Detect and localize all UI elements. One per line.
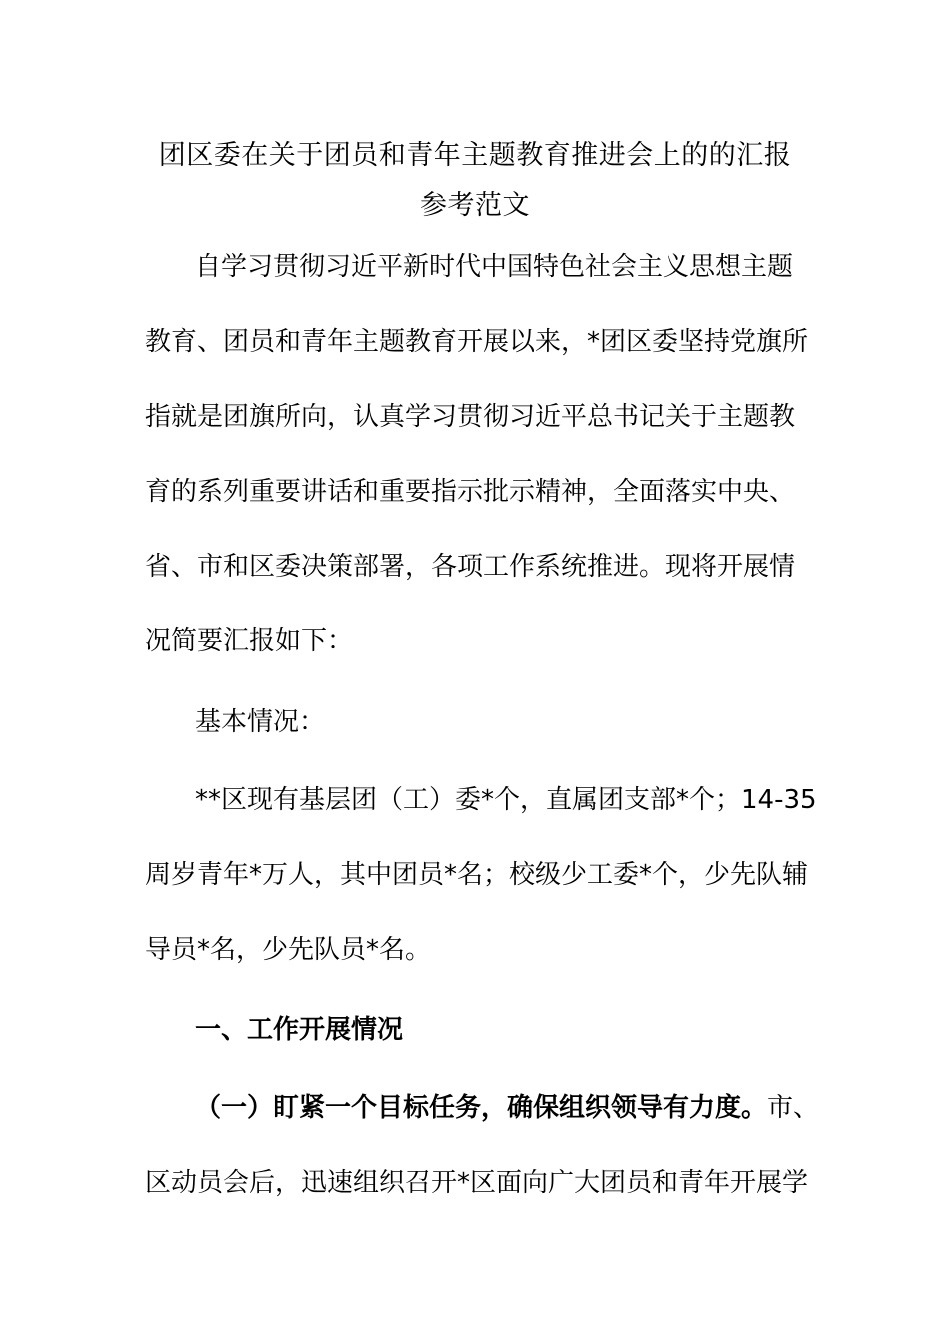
paragraph-line: 况简要汇报如下：: [145, 626, 354, 656]
paragraph-line: **区现有基层团（工）委*个，直属团支部*个；14-35: [195, 785, 817, 815]
section-heading: 一、工作开展情况: [195, 1015, 404, 1045]
paragraph-line: 自学习贯彻习近平新时代中国特色社会主义思想主题: [195, 252, 794, 282]
document-title-line-2: 参考范文: [420, 190, 530, 221]
basic-situation-heading: 基本情况：: [195, 707, 326, 737]
paragraph-line: 周岁青年*万人，其中团员*名；校级少工委*个，少先队辅: [145, 860, 809, 890]
paragraph-line: 导员*名，少先队员*名。: [145, 935, 432, 965]
paragraph-line: 区动员会后，迅速组织召开*区面向广大团员和青年开展学: [145, 1168, 809, 1198]
paragraph-line: 指就是团旗所向，认真学习贯彻习近平总书记关于主题教: [145, 402, 796, 432]
paragraph-line: 育的系列重要讲话和重要指示批示精神，全面落实中央、: [145, 477, 796, 507]
document-title-line-1: 团区委在关于团员和青年主题教育推进会上的的汇报: [158, 140, 792, 171]
subsection-text: 市、: [767, 1093, 820, 1123]
paragraph-line: 省、市和区委决策部署，各项工作系统推进。现将开展情: [145, 552, 796, 582]
paragraph-line: 教育、团员和青年主题教育开展以来，*团区委坚持党旗所: [145, 327, 809, 357]
subsection-line: [195, 1087, 819, 1124]
subsection-heading: （一）盯紧一个目标任务，确保组织领导有力度。: [195, 1093, 768, 1123]
